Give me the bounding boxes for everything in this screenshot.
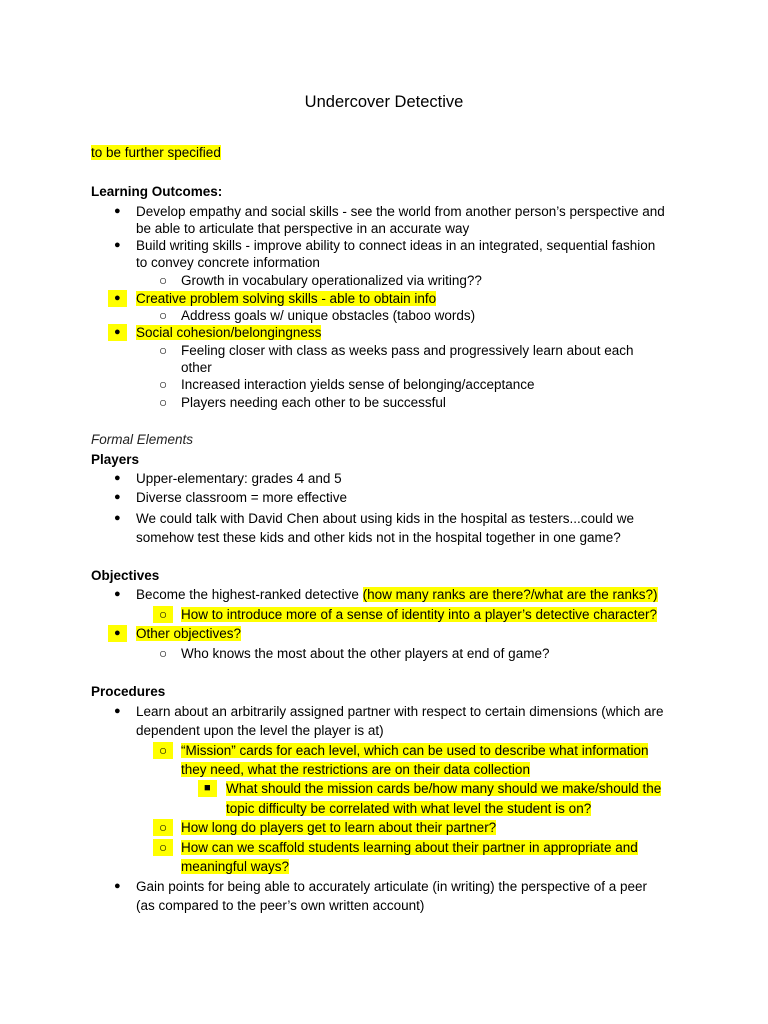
procedures-subitem-1-1-cont-text: they need, what the restrictions are on their data collection (181, 762, 530, 777)
circle-bullet-icon: ○ (159, 343, 168, 358)
document-title: Undercover Detective (304, 93, 464, 111)
note-line (91, 144, 221, 161)
learning-subitem-4-3: Players needing each other to be successful (181, 395, 446, 410)
learning-item-3 (136, 290, 436, 307)
players-item-3: We could talk with David Chen about using kids in the hospital as testers...could we (136, 511, 635, 526)
bullet-icon: ● (114, 205, 121, 217)
procedures-heading: Procedures (91, 684, 166, 699)
learning-item-3-text: Creative problem solving skills - able to obtain info (136, 291, 437, 306)
procedures-subitem-1-2-text: How long do players get to learn about their partner? (181, 820, 497, 835)
procedures-subsubitem-1-1-1-text: What should the mission cards be/how many should we make/should the (226, 781, 662, 796)
circle-bullet-icon: ○ (153, 606, 173, 623)
circle-bullet-icon: ○ (153, 742, 173, 759)
circle-bullet-icon: ○ (153, 819, 173, 836)
bullet-icon: ● (114, 491, 121, 503)
objectives-item-2-text: Other objectives? (136, 626, 242, 641)
procedures-subitem-1-3-cont-text: meaningful ways? (181, 859, 290, 874)
square-bullet-icon: ■ (198, 780, 217, 797)
procedures-subitem-1-3-cont (181, 858, 289, 875)
learning-heading: Learning Outcomes: (91, 184, 223, 199)
objectives-subitem-1-1-text: How to introduce more of a sense of identity into a player’s detective character? (181, 607, 658, 622)
procedures-subitem-1-3 (181, 839, 638, 856)
procedures-item-2-cont: (as compared to the peer’s own written account) (136, 898, 425, 913)
procedures-item-1-cont: dependent upon the level the player is at) (136, 723, 384, 738)
procedures-subitem-1-1-cont (181, 761, 530, 778)
learning-item-1: Develop empathy and social skills - see the world from another person’s perspective and (136, 204, 665, 219)
learning-item-2: Build writing skills - improve ability to connect ideas in an integrated, sequential fashion (136, 238, 656, 253)
bullet-icon: ● (114, 239, 121, 251)
bullet-icon: ● (108, 290, 127, 307)
bullet-icon: ● (108, 324, 127, 341)
learning-item-2-cont: to convey concrete information (136, 255, 320, 270)
players-item-3-cont: somehow test these kids and other kids not in the hospital together in one game? (136, 530, 621, 545)
bullet-icon: ● (114, 705, 121, 717)
learning-subitem-3-1: Address goals w/ unique obstacles (taboo words) (181, 308, 476, 323)
learning-item-4-text: Social cohesion/belongingness (136, 325, 322, 340)
circle-bullet-icon: ○ (159, 646, 168, 661)
objectives-item-2 (136, 625, 241, 642)
objectives-item-1-highlight: (how many ranks are there?/what are the ranks?) (362, 587, 658, 602)
players-item-2: Diverse classroom = more effective (136, 490, 347, 505)
bullet-icon: ● (114, 880, 121, 892)
players-heading: Players (91, 452, 140, 467)
formal-elements-heading: Formal Elements (91, 432, 194, 447)
learning-item-1-cont: be able to articulate that perspective in an accurate way (136, 221, 470, 236)
bullet-icon: ● (114, 512, 121, 524)
bullet-icon: ● (114, 588, 121, 600)
objectives-item-1 (136, 586, 658, 603)
players-item-1: Upper-elementary: grades 4 and 5 (136, 471, 342, 486)
procedures-subitem-1-1-text: “Mission” cards for each level, which can be used to describe what information (181, 743, 649, 758)
procedures-item-1: Learn about an arbitrarily assigned partner with respect to certain dimensions (which are (136, 704, 664, 719)
learning-subitem-4-1: Feeling closer with class as weeks pass and progressively learn about each (181, 343, 634, 358)
bullet-icon: ● (114, 472, 121, 484)
procedures-subsubitem-1-1-1-cont-text: topic difficulty be correlated with what level the student is on? (226, 801, 592, 816)
objectives-item-1-text: Become the highest-ranked detective (136, 587, 363, 602)
bullet-icon: ● (108, 625, 127, 642)
procedures-item-2: Gain points for being able to accurately articulate (in writing) the perspective of a peer (136, 879, 648, 894)
circle-bullet-icon: ○ (159, 273, 168, 288)
learning-subitem-2-1: Growth in vocabulary operationalized via writing?? (181, 273, 482, 288)
procedures-subsubitem-1-1-1 (226, 780, 661, 797)
objectives-subitem-2-1: Who knows the most about the other players at end of game? (181, 646, 550, 661)
procedures-subsubitem-1-1-1-cont (226, 800, 591, 817)
learning-subitem-4-2: Increased interaction yields sense of belonging/acceptance (181, 377, 535, 392)
note-text: to be further specified (91, 145, 221, 160)
objectives-heading: Objectives (91, 568, 160, 583)
objectives-subitem-1-1 (181, 606, 657, 623)
procedures-subitem-1-1 (181, 742, 648, 759)
circle-bullet-icon: ○ (153, 839, 173, 856)
circle-bullet-icon: ○ (159, 377, 168, 392)
procedures-subitem-1-2 (181, 819, 496, 836)
learning-subitem-4-1-cont: other (181, 360, 212, 375)
procedures-subitem-1-3-text: How can we scaffold students learning about their partner in appropriate and (181, 840, 638, 855)
circle-bullet-icon: ○ (159, 308, 168, 323)
learning-item-4 (136, 324, 321, 341)
circle-bullet-icon: ○ (159, 395, 168, 410)
